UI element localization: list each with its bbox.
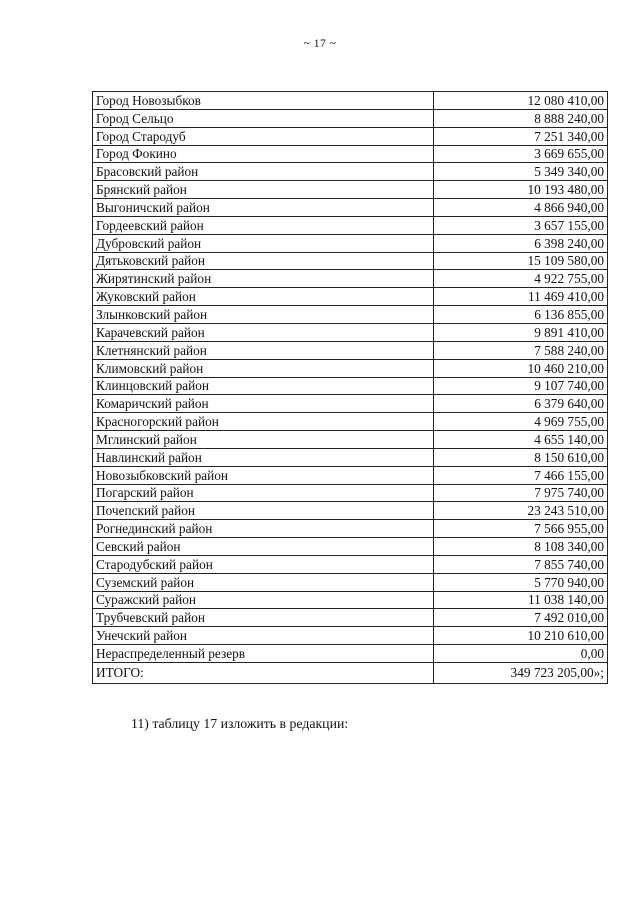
row-amount: 9 891 410,00 [434, 323, 608, 341]
row-amount: 6 398 240,00 [434, 234, 608, 252]
table-row [93, 448, 608, 466]
row-amount: 7 466 155,00 [434, 466, 608, 484]
row-amount: 9 107 740,00 [434, 377, 608, 395]
row-name: Город Сельцо [93, 109, 434, 127]
row-amount: 0,00 [434, 645, 608, 663]
row-name: Карачевский район [93, 323, 434, 341]
row-amount: 4 866 940,00 [434, 199, 608, 217]
row-amount: 8 888 240,00 [434, 109, 608, 127]
row-name: Жуковский район [93, 288, 434, 306]
row-amount: 4 655 140,00 [434, 431, 608, 449]
table-row [93, 555, 608, 573]
row-amount: 7 492 010,00 [434, 609, 608, 627]
row-name: Выгоничский район [93, 199, 434, 217]
table-row [93, 341, 608, 359]
table-row [93, 234, 608, 252]
table-row [93, 431, 608, 449]
row-name: Дубровский район [93, 234, 434, 252]
row-amount: 5 770 940,00 [434, 573, 608, 591]
row-name: Злынковский район [93, 306, 434, 324]
table-row [93, 395, 608, 413]
table-row [93, 609, 608, 627]
row-name: Севский район [93, 538, 434, 556]
row-amount: 6 136 855,00 [434, 306, 608, 324]
row-name: Мглинский район [93, 431, 434, 449]
row-name: Суражский район [93, 591, 434, 609]
row-amount: 15 109 580,00 [434, 252, 608, 270]
row-amount: 11 469 410,00 [434, 288, 608, 306]
row-amount: 8 108 340,00 [434, 538, 608, 556]
row-name: Клинцовский район [93, 377, 434, 395]
total-label: ИТОГО: [93, 663, 434, 684]
row-amount: 7 855 740,00 [434, 555, 608, 573]
table-row [93, 199, 608, 217]
row-name: Город Стародуб [93, 127, 434, 145]
table-row [93, 466, 608, 484]
row-amount: 12 080 410,00 [434, 92, 608, 110]
row-name: Брасовский район [93, 163, 434, 181]
row-amount: 4 969 755,00 [434, 413, 608, 431]
row-name: Стародубский район [93, 555, 434, 573]
row-amount: 11 038 140,00 [434, 591, 608, 609]
row-amount: 10 210 610,00 [434, 627, 608, 645]
page-number: ~ 17 ~ [303, 38, 337, 50]
table-row [93, 252, 608, 270]
row-name: Город Новозыбков [93, 92, 434, 110]
table-row [93, 591, 608, 609]
row-name: Дятьковский район [93, 252, 434, 270]
row-name: Погарский район [93, 484, 434, 502]
row-name: Почепский район [93, 502, 434, 520]
row-amount: 7 588 240,00 [434, 341, 608, 359]
table-row [93, 520, 608, 538]
row-amount: 23 243 510,00 [434, 502, 608, 520]
row-name: Комаричский район [93, 395, 434, 413]
row-amount: 4 922 755,00 [434, 270, 608, 288]
table-row [93, 538, 608, 556]
table-row [93, 645, 608, 663]
table-row [93, 216, 608, 234]
row-amount: 3 657 155,00 [434, 216, 608, 234]
total-row [93, 663, 608, 684]
row-amount: 10 193 480,00 [434, 181, 608, 199]
table-row [93, 413, 608, 431]
row-amount: 8 150 610,00 [434, 448, 608, 466]
row-name: Унечский район [93, 627, 434, 645]
table-row [93, 288, 608, 306]
row-name: Город Фокино [93, 145, 434, 163]
row-amount: 7 975 740,00 [434, 484, 608, 502]
table-row [93, 573, 608, 591]
table-row [93, 127, 608, 145]
table-row [93, 377, 608, 395]
row-name: Рогнединский район [93, 520, 434, 538]
table-body [93, 92, 608, 684]
table-row [93, 92, 608, 110]
row-amount: 7 251 340,00 [434, 127, 608, 145]
row-name: Красногорский район [93, 413, 434, 431]
row-name: Суземский район [93, 573, 434, 591]
row-amount: 3 669 655,00 [434, 145, 608, 163]
table-row [93, 145, 608, 163]
table-row [93, 323, 608, 341]
table-row [93, 306, 608, 324]
row-name: Новозыбковский район [93, 466, 434, 484]
row-amount: 7 566 955,00 [434, 520, 608, 538]
table-row [93, 502, 608, 520]
row-name: Клетнянский район [93, 341, 434, 359]
table-row [93, 163, 608, 181]
table-row [93, 359, 608, 377]
table-row [93, 181, 608, 199]
row-name: Навлинский район [93, 448, 434, 466]
row-amount: 6 379 640,00 [434, 395, 608, 413]
instruction-text: 11) таблицу 17 изложить в редакции: [131, 716, 349, 731]
table-row [93, 109, 608, 127]
row-name: Климовский район [93, 359, 434, 377]
table-row [93, 484, 608, 502]
row-name: Нераспределенный резерв [93, 645, 434, 663]
row-amount: 5 349 340,00 [434, 163, 608, 181]
row-name: Трубчевский район [93, 609, 434, 627]
distribution-table [92, 91, 608, 684]
table-row [93, 627, 608, 645]
row-name: Брянский район [93, 181, 434, 199]
total-amount: 349 723 205,00»; [434, 663, 608, 684]
row-name: Жирятинский район [93, 270, 434, 288]
row-name: Гордеевский район [93, 216, 434, 234]
table-row [93, 270, 608, 288]
row-amount: 10 460 210,00 [434, 359, 608, 377]
